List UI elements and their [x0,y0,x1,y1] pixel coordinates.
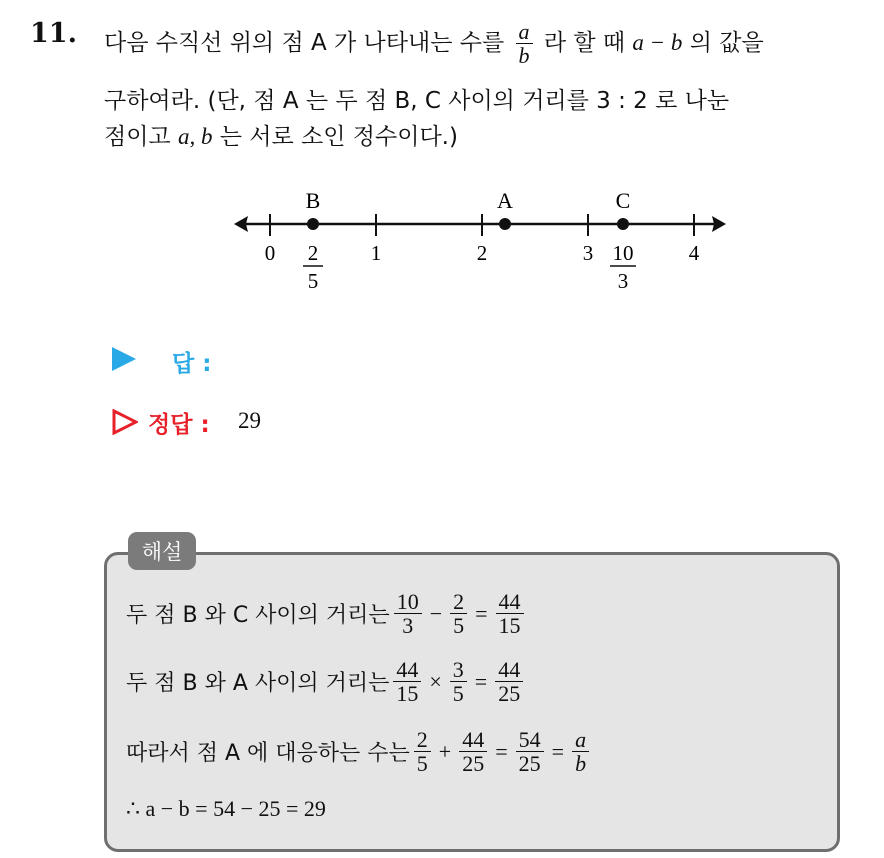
question-text-2: 라 할 때 [543,30,626,57]
question-line-3: 점이고 a, b 는 서로 소인 정수이다.) [104,124,458,150]
explanation-line-2: 두 점 B 와 A 사이의 거리는 $\frac{44}{15}$ × $\frac{3}{5}$ = $\frac{44}{25}$ [126,658,527,705]
arrow-right-icon [712,216,726,232]
point-b-den: 5 [307,269,319,293]
tick-label-2: 2 [476,241,488,265]
point-a-label: A [497,188,513,213]
point-b-label: B [305,188,321,213]
question-number: 11. [30,18,77,49]
correct-answer-label: 정답 : [148,412,210,438]
question-line-1 [104,20,764,67]
arrow-left-icon [234,216,248,232]
tick-label-4: 4 [688,241,700,265]
question-text-1: 다음 수직선 위의 점 A 가 나타내는 수를 [104,30,505,57]
number-line [0,180,884,480]
point-c-den: 3 [617,269,629,293]
question-text-3: 의 값을 [689,30,764,57]
point-c-num: 10 [612,241,634,265]
fraction-a-over-b: $\frac{a}{b}$ [516,20,533,67]
point-a [499,218,511,230]
question-line-2: 구하여라. (단, 점 A 는 두 점 B, C 사이의 거리를 3 : 2 로 나눈 [104,88,730,114]
point-b-num: 2 [307,241,319,265]
point-c-label: C [615,188,631,213]
tick-label-1: 1 [370,241,382,265]
point-c [617,218,629,230]
correct-answer-value: 29 [238,408,261,433]
explanation-line-3: 따라서 점 A 에 대응하는 수는 $\frac{2}{5}$ + $\frac{44}{25}$ = $\frac{54}{25}$ = $\frac{a}{b}$ [126,728,593,775]
point-b [307,218,319,230]
explanation-line-4: ∴ a − b = 54 − 25 = 29 [126,796,326,821]
explanation-tag: 해설 [128,532,196,570]
tick-label-0: 0 [264,241,276,265]
explanation-line-1: 두 점 B 와 C 사이의 거리는 $\frac{10}{3}$ − $\frac{2}{5}$ = $\frac{44}{15}$ [126,590,528,637]
correct-marker-icon [112,409,138,435]
expression-a-minus-b: a − b [632,30,683,56]
tick-label-3: 3 [582,241,594,265]
answer-arrow-icon [112,347,136,371]
answer-label: 답 : [172,351,212,377]
